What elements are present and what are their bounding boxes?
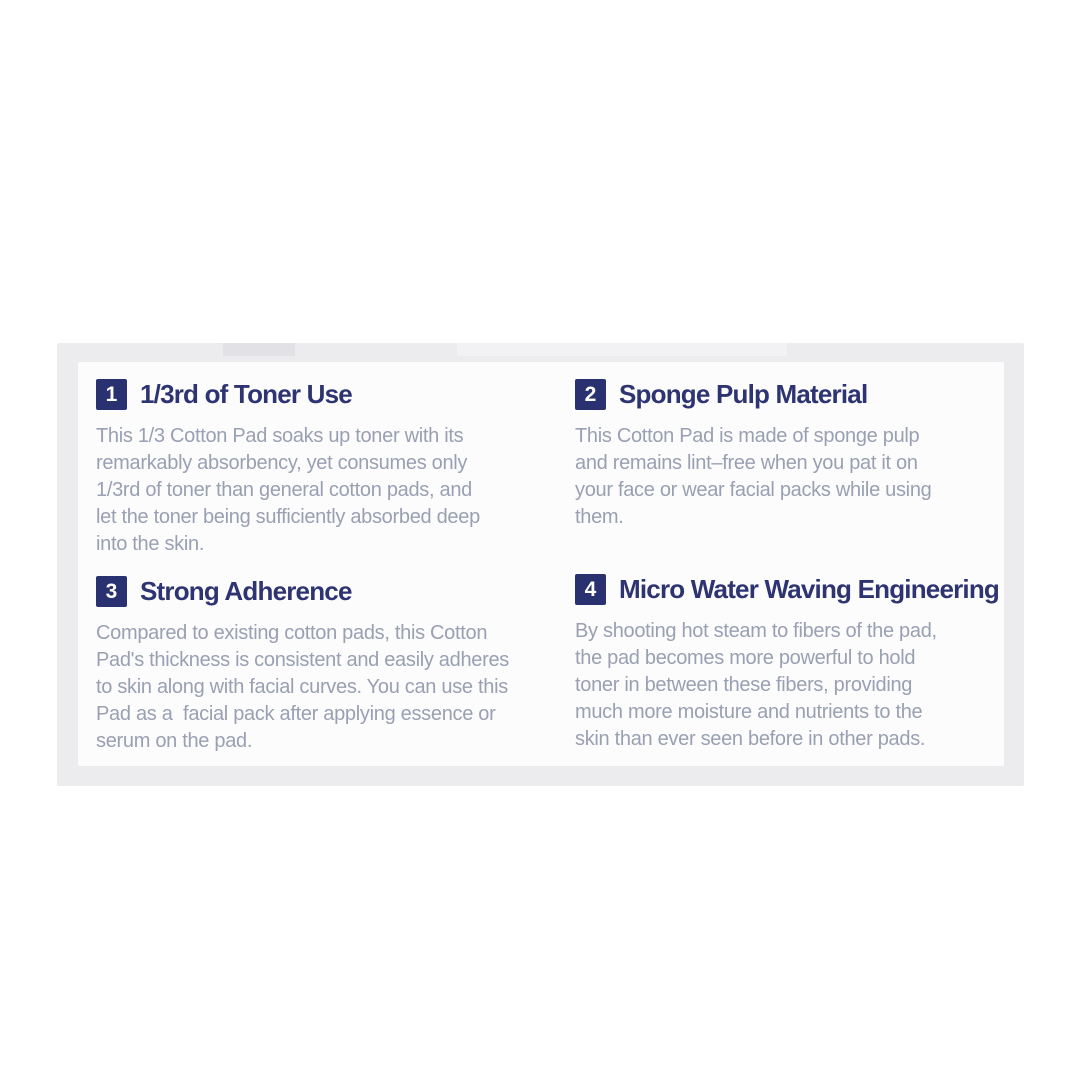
section-description: By shooting hot steam to fibers of the pad, the pad becomes more powerful to hold toner in between these fibers, providing much more moisture and nutrients to the skin than ever seen before in other pads. [575, 620, 937, 750]
section-number-badge: 2 [575, 379, 606, 410]
feature-section-micro-water-waving [575, 574, 1000, 753]
info-card [78, 362, 1004, 766]
section-title: Sponge Pulp Material [619, 379, 868, 409]
section-description: This 1/3 Cotton Pad soaks up toner with its remarkably absorbency, yet consumes only 1/3rd of toner than general cotton pads, and let the toner being sufficiently absorbed deep into the skin. [96, 425, 480, 555]
feature-section-sponge-pulp [575, 379, 987, 531]
section-header [575, 574, 1000, 605]
section-description: This Cotton Pad is made of sponge pulp and remains lint–free when you pat it on your face or wear facial packs while using them. [575, 425, 932, 528]
section-number-badge: 4 [575, 574, 606, 605]
section-number-badge: 1 [96, 379, 127, 410]
photo-artifact-band [223, 343, 295, 356]
section-title: Strong Adherence [140, 576, 352, 606]
feature-section-toner-use [96, 379, 568, 558]
info-panel-background [57, 343, 1024, 786]
section-header [96, 379, 568, 410]
section-title: Micro Water Waving Engineering [619, 574, 1000, 604]
section-header [575, 379, 987, 410]
section-description: Compared to existing cotton pads, this Cotton Pad's thickness is consistent and easily adheres to skin along with facial curves. You can use this Pad as a facial pack after applying essence or serum on the pad. [96, 622, 509, 752]
feature-section-strong-adherence [96, 576, 568, 755]
section-title: 1/3rd of Toner Use [140, 379, 352, 409]
section-number-badge: 3 [96, 576, 127, 607]
section-header [96, 576, 568, 607]
photo-artifact-band [457, 343, 787, 356]
